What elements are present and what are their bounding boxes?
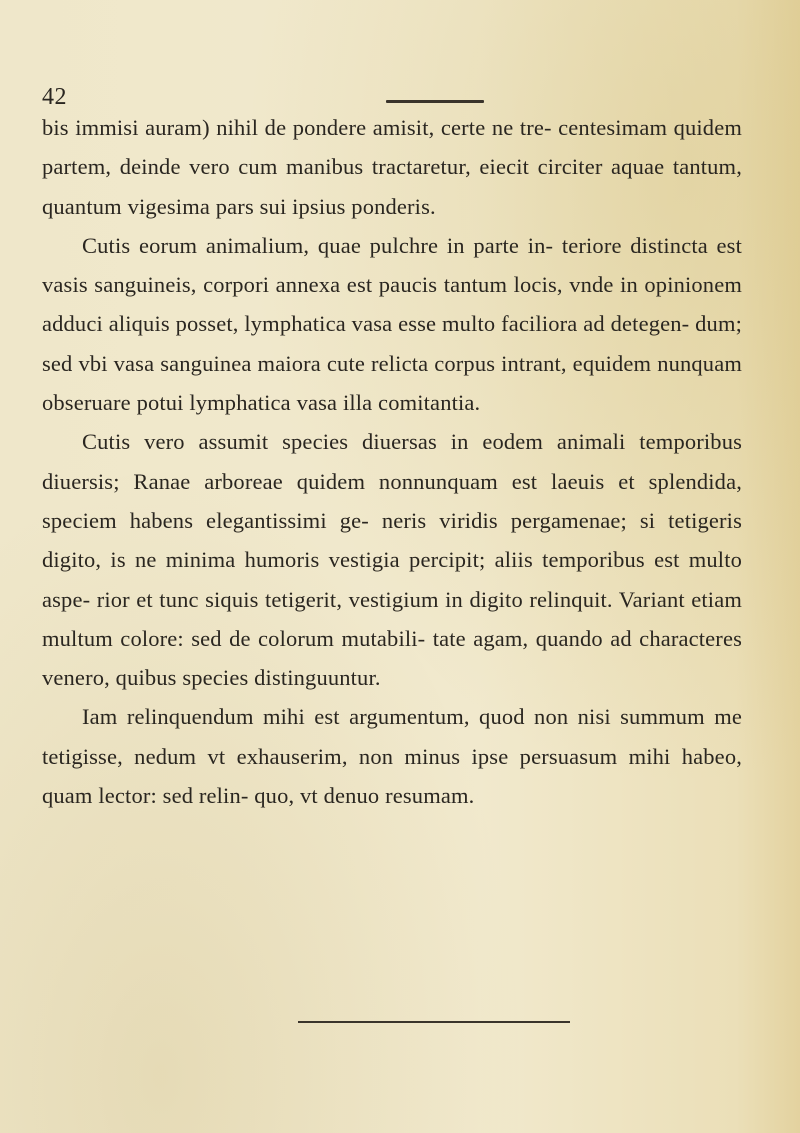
paragraph-1: bis immisi auram) nihil de ponderе amisit, certe ne tre- centesimam quidem partem, deinde vero cum manibus tractaretur, eiecit circiter aquae tantum, quantum vigesima pars sui ipsius ponderis. [42, 115, 742, 219]
page-number: 42 [42, 84, 67, 110]
paragraph-2: Cutis eorum animalium, quae pulchre in parte in- teriore distincta est vasis sanguineis, corpori annexa est paucis tantum locis, vnde in opinionem adduci aliquis posset, lymphatica vasa esse multo faciliora ad detegen- dum; sed vbi vasa sanguinea maiora cute relicta corpus intrant, equidem nunquam obseruare potui lymphatica vasa illa comitantia. [42, 232, 742, 416]
paragraph-3: Cutis vero assumit species diuersas in eodem animali temporibus diuersis; Ranae arboreae quidem nonnunquam est laeuis et splendida, speciem habens elegantissimi ge- neris viridis pergamenae; si tetigeris digito, is ne minima humoris vestigia percipit; aliis temporibus est multo aspe- rior et tunc siquis tetigerit, vestigium in digito relinquit. Variant etiam multum colore: sed de colorum mutabili- tate agam, quando ad characteres venero, quibus species distinguuntur. [42, 429, 742, 691]
body-text [42, 108, 742, 815]
paragraph-4: Iam relinquendum mihi est argumentum, quod non nisi summum me tetigisse, nedum vt exhauserim, non minus ipse persuasum mihi habeo, quam lector: sed relin- quo, vt denuo resumam. [42, 704, 742, 809]
header-rule [386, 100, 484, 103]
footer-rule [298, 1021, 570, 1023]
